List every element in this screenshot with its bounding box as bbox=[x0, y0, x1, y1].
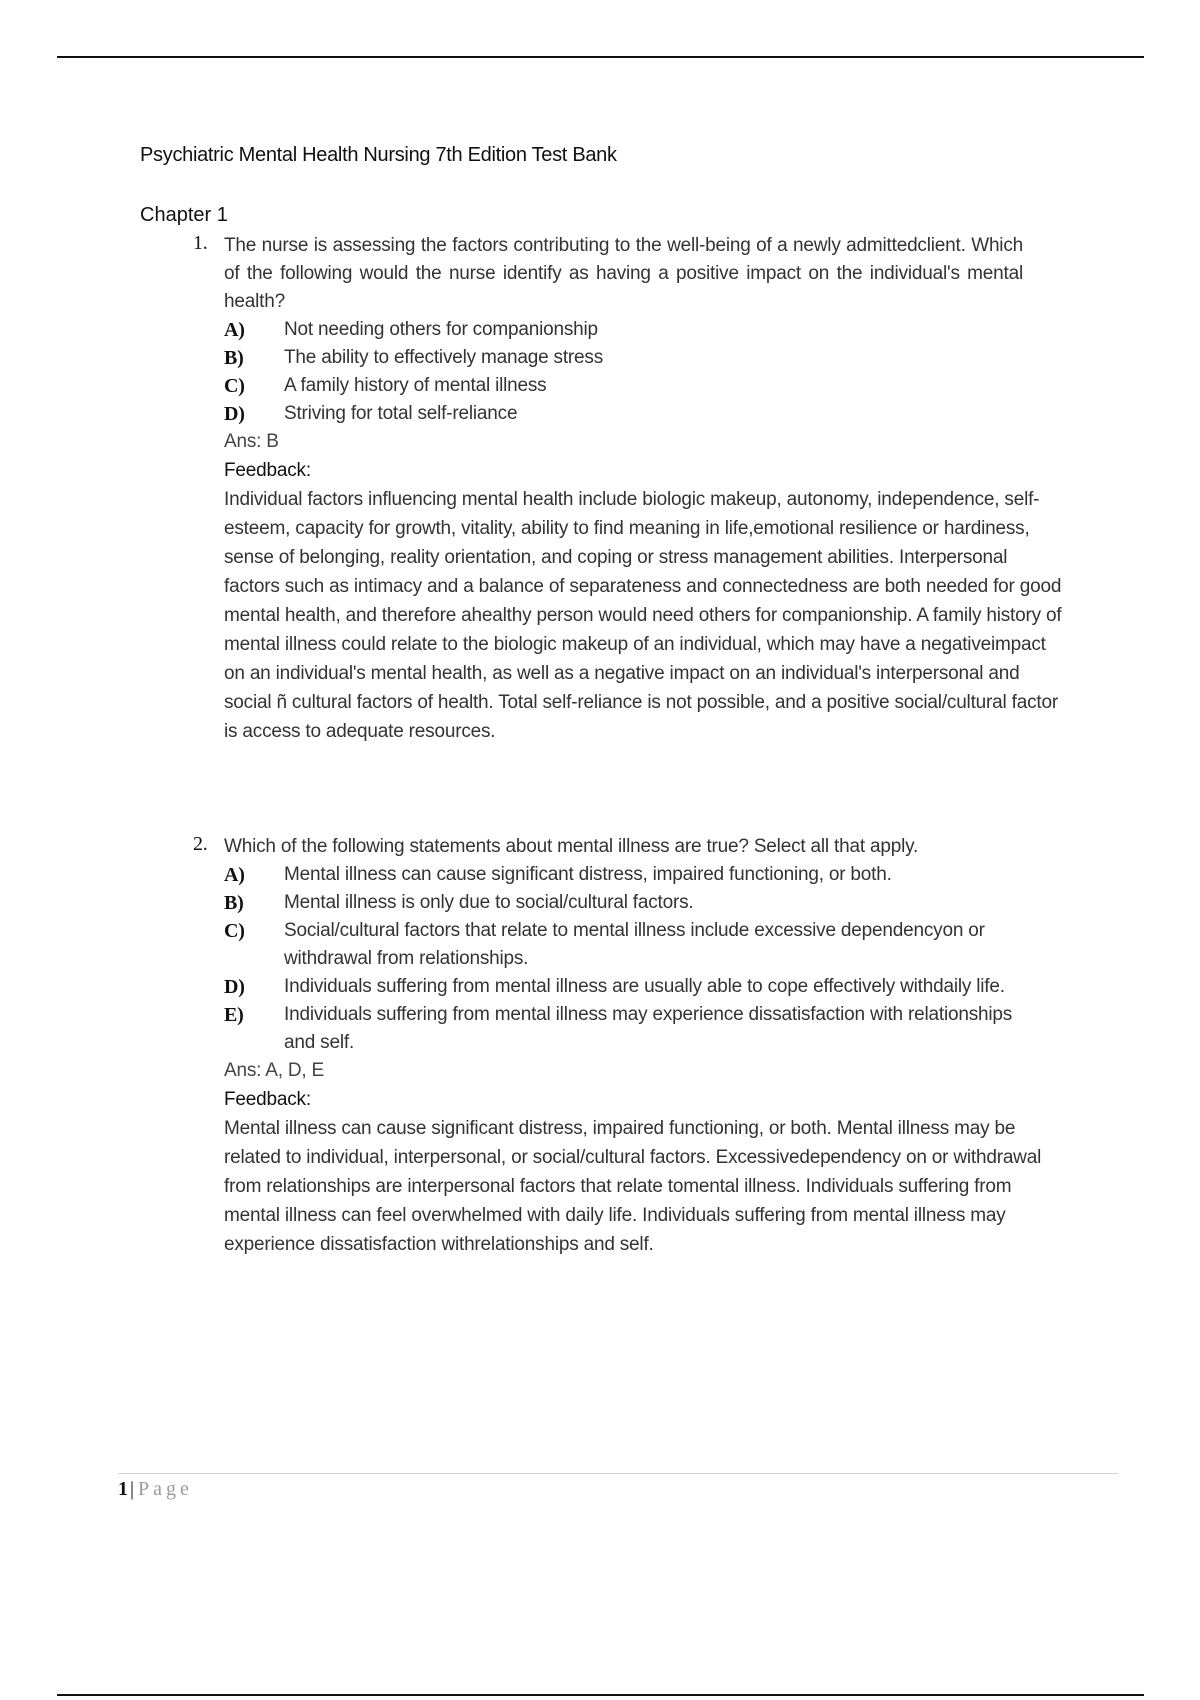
question-1 bbox=[193, 232, 1062, 746]
option-text: The ability to effectively manage stress bbox=[284, 347, 604, 368]
question-stem: Which of the following statements about mental illness are true? Select all that apply. bbox=[224, 836, 919, 857]
option-text: Striving for total self-reliance bbox=[284, 403, 518, 424]
option-c bbox=[224, 372, 1023, 400]
page-number: 1 bbox=[118, 1478, 128, 1500]
question-number: 1. bbox=[193, 232, 208, 254]
option-letter: A) bbox=[224, 864, 245, 886]
option-letter: E) bbox=[224, 1004, 244, 1026]
top-rule bbox=[57, 56, 1144, 58]
feedback-text: Individual factors influencing mental health include biologic makeup, autonomy, independence, self-esteem, capacity for growth, vitality, ability to find meaning in life,emotional resilience or hardiness, sense of belonging, reality orientation, and coping or stress management abilities. Interpersonal factors such as intimacy and a balance of separateness and connectedness are both needed for good mental health, and therefore ahealthy person would need others for companionship. A family history of mental illness could relate to the biologic makeup of an individual, which may have a negativeimpact on an individual's mental health, as well as a negative impact on an individual's interpersonal and social ñ cultural factors of health. Total self-reliance is not possible, and a positive social/cultural factor is access to adequate resources. bbox=[224, 489, 1062, 742]
document-title: Psychiatric Mental Health Nursing 7th Edition Test Bank bbox=[140, 144, 617, 166]
footer-separator: | bbox=[130, 1478, 135, 1500]
question-number: 2. bbox=[193, 833, 208, 855]
option-e bbox=[224, 1001, 1023, 1057]
option-letter: D) bbox=[224, 976, 245, 998]
option-text: Social/cultural factors that relate to mental illness include excessive dependencyon or withdrawal from relationships. bbox=[284, 920, 985, 969]
option-text: Mental illness can cause significant distress, impaired functioning, or both. bbox=[284, 864, 892, 885]
page-label: Page bbox=[138, 1478, 193, 1500]
question-stem: The nurse is assessing the factors contributing to the well-being of a newly admittedclient. Which of the following would the nurse identify as having a positive impact on the individual's mental health? bbox=[224, 235, 1023, 312]
answer-key: Ans: A, D, E bbox=[224, 1060, 325, 1081]
option-letter: A) bbox=[224, 319, 245, 341]
option-text: Not needing others for companionship bbox=[284, 319, 598, 340]
option-d bbox=[224, 973, 1023, 1001]
option-letter: B) bbox=[224, 347, 244, 369]
option-letter: D) bbox=[224, 403, 245, 425]
option-text: Mental illness is only due to social/cultural factors. bbox=[284, 892, 694, 913]
feedback-text: Mental illness can cause significant distress, impaired functioning, or both. Mental illness may be related to individual, interpersonal, or social/cultural factors. Excessivedependency on or withdrawal from relationships are interpersonal factors that relate tomental illness. Individuals suffering from mental illness can feel overwhelmed with daily life. Individuals suffering from mental illness may experience dissatisfaction withrelationships and self. bbox=[224, 1118, 1042, 1255]
option-c bbox=[224, 917, 1023, 973]
option-b bbox=[224, 344, 1023, 372]
feedback-label: Feedback: bbox=[224, 460, 311, 481]
option-text: A family history of mental illness bbox=[284, 375, 547, 396]
option-d bbox=[224, 400, 1023, 428]
answer-key: Ans: B bbox=[224, 431, 279, 452]
option-letter: C) bbox=[224, 920, 245, 942]
option-a bbox=[224, 861, 1023, 889]
option-b bbox=[224, 889, 1023, 917]
page-footer bbox=[118, 1478, 193, 1501]
chapter-heading: Chapter 1 bbox=[140, 204, 228, 226]
option-text: Individuals suffering from mental illness may experience dissatisfaction with relationships and self. bbox=[284, 1004, 1013, 1053]
feedback-label: Feedback: bbox=[224, 1089, 311, 1110]
option-a bbox=[224, 316, 1023, 344]
footer-rule bbox=[118, 1473, 1118, 1474]
option-letter: C) bbox=[224, 375, 245, 397]
option-text: Individuals suffering from mental illness are usually able to cope effectively withdaily life. bbox=[284, 976, 1005, 997]
bottom-rule bbox=[57, 1694, 1144, 1696]
option-letter: B) bbox=[224, 892, 244, 914]
question-2 bbox=[193, 833, 1042, 1259]
